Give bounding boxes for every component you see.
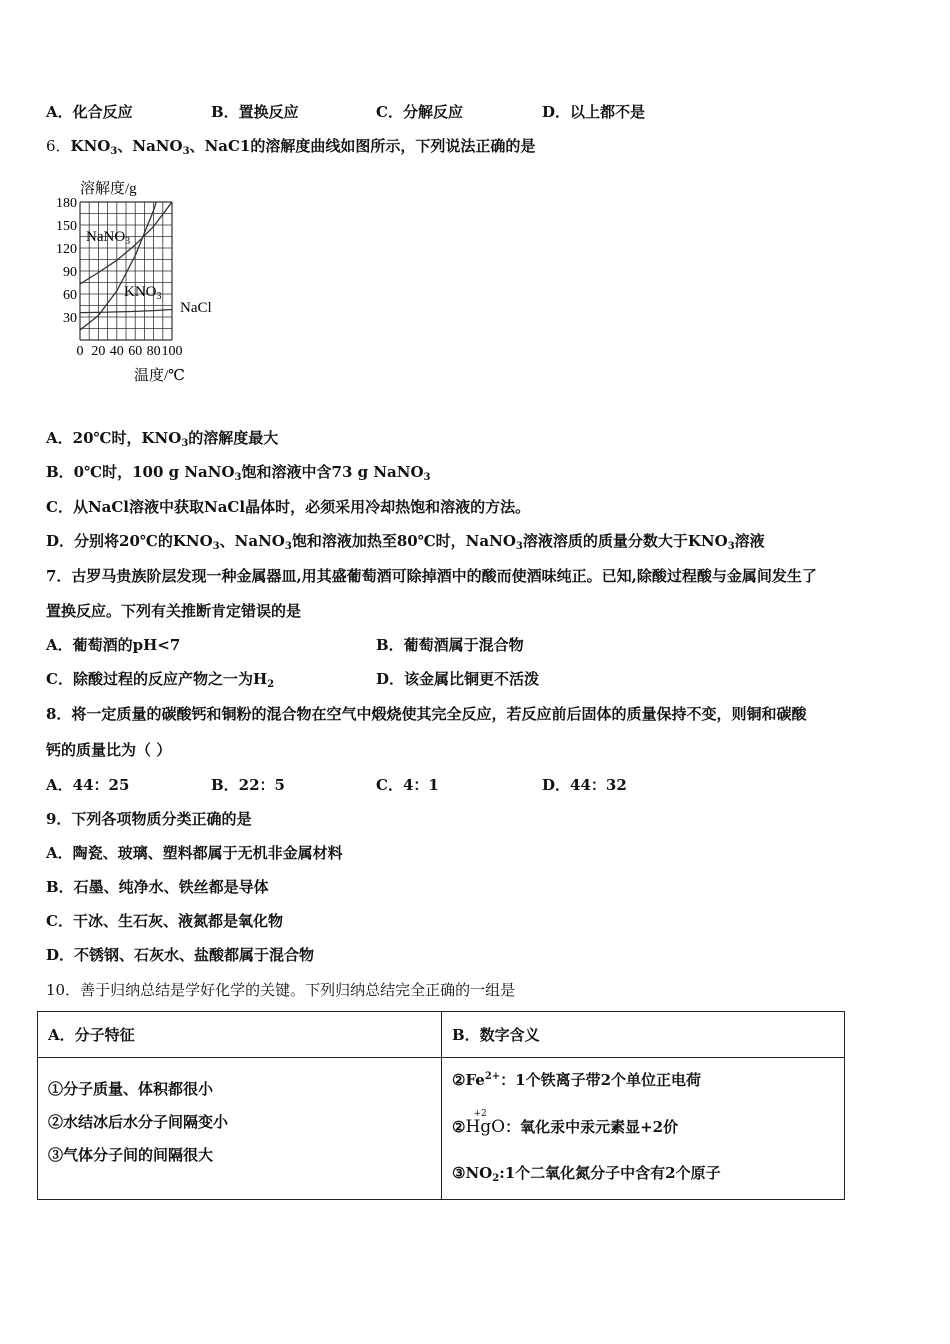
q7-stem-line2: 置换反应。下列有关推断肯定错误的是 xyxy=(46,602,302,620)
chart-ticks xyxy=(56,196,183,359)
q10-a-item-3: ③气体分子间的间隔很大 xyxy=(48,1146,214,1164)
q7-option-b: B．葡萄酒属于混合物 xyxy=(376,636,524,654)
q10-b-item-2: ② +2 HgO：氧化汞中汞元素显+2价 xyxy=(452,1104,844,1150)
q10-cell-a xyxy=(38,1058,442,1200)
q9-option-b: B．石墨、纯净水、铁丝都是导体 xyxy=(46,878,269,896)
x-tick-label: 60 xyxy=(128,344,143,359)
q6-stem: 6．$KNO_3$、NaNO$_3$、NaC1的溶解度曲线如图所示，下列说法正确的是 xyxy=(46,137,536,157)
q10-b-item-1: $②Fe^{2+}$：1个铁离子带2个单位正电荷 xyxy=(452,1071,702,1089)
q7-option-d: D．该金属比铜更不活泼 xyxy=(376,670,540,688)
q8-option-b: B．22：5 xyxy=(211,776,285,794)
q8-stem-line1: 8．将一定质量的碳酸钙和铜粉的混合物在空气中煅烧使其完全反应，若反应前后固体的质量保持不变，则铜和碳酸 xyxy=(46,705,807,723)
q10-header-a: A．分子特征 xyxy=(38,1012,442,1058)
chart-ylabel: 溶解度/g xyxy=(80,181,137,197)
y-tick-label: 180 xyxy=(56,196,77,211)
q5-option-d: D．以上都不是 xyxy=(542,103,646,121)
q5-option-c: C．分解反应 xyxy=(376,103,463,121)
kno3-curve-label: $KNO_3$ xyxy=(124,284,162,302)
q5-option-a: A．化合反应 xyxy=(46,103,133,121)
q7-stem-line1: 7．古罗马贵族阶层发现一种金属器皿,用其盛葡萄酒可除掉酒中的酸而使酒味纯正。已知,除酸过程酸与金属间发生了 xyxy=(46,567,817,585)
x-tick-label: 0 xyxy=(76,344,84,359)
q6-option-b: B．0℃时，100 g NaNO$_3$饱和溶液中含73 g NaNO$_3$ xyxy=(46,463,431,483)
q10-header-b: B．数字含义 xyxy=(442,1012,845,1058)
solubility-chart xyxy=(44,172,244,392)
y-tick-label: 30 xyxy=(63,311,77,326)
q6-option-a: A．20℃时，$KNO_3$的溶解度最大 xyxy=(46,429,279,449)
q7-option-c: C．除酸过程的反应产物之一为$H_2$ xyxy=(46,670,275,690)
y-tick-label: 90 xyxy=(63,265,77,280)
chart-series-labels xyxy=(86,229,212,316)
nano3-curve-label: NaNO$_3$ xyxy=(86,229,131,247)
q9-option-d: D．不锈钢、石灰水、盐酸都属于混合物 xyxy=(46,946,315,964)
q6-option-d: D．分别将20℃的$KNO_3$、NaNO$_3$饱和溶液加热至80℃时，NaNO$_3$溶液溶质的质量分数大于$KNO_3$溶液 xyxy=(46,532,765,552)
nacl-curve-label: NaCl xyxy=(180,300,212,316)
q8-option-d: D．44：32 xyxy=(542,776,627,794)
q8-option-c: C．4：1 xyxy=(376,776,439,794)
q5-option-b: B．置换反应 xyxy=(211,103,299,121)
q9-stem: 9．下列各项物质分类正确的是 xyxy=(46,810,252,828)
x-tick-label: 80 xyxy=(146,344,161,359)
y-tick-label: 120 xyxy=(56,242,77,257)
x-tick-label: 20 xyxy=(91,344,106,359)
q10-a-item-2: ②水结冰后水分子间隔变小 xyxy=(48,1113,229,1131)
q8-option-a: A．44：25 xyxy=(46,776,130,794)
q9-option-a: A．陶瓷、玻璃、塑料都属于无机非金属材料 xyxy=(46,844,343,862)
chart-xlabel: 温度/℃ xyxy=(134,368,185,384)
y-tick-label: 60 xyxy=(63,288,77,303)
q10-table xyxy=(37,1011,845,1200)
q7-option-a: A．葡萄酒的pH<7 xyxy=(46,636,181,654)
hgo-formula: +2 HgO xyxy=(465,1109,506,1137)
q10-cell-b xyxy=(442,1058,845,1200)
x-tick-label: 100 xyxy=(161,344,183,359)
q6-option-c: C．从NaCl溶液中获取NaCl晶体时，必须采用冷却热饱和溶液的方法。 xyxy=(46,498,531,516)
q9-option-c: C．干冰、生石灰、液氮都是氧化物 xyxy=(46,912,283,930)
y-tick-label: 150 xyxy=(56,219,77,234)
q10-b-item-3: $③NO_2:1$个二氧化氮分子中含有2个原子 xyxy=(452,1164,721,1184)
q8-stem-line2: 钙的质量比为（ ） xyxy=(46,741,172,759)
q10-stem: 10．善于归纳总结是学好化学的关键。下列归纳总结完全正确的一组是 xyxy=(46,981,516,999)
x-tick-label: 40 xyxy=(109,344,124,359)
q10-a-item-1: ①分子质量、体积都很小 xyxy=(48,1080,214,1098)
